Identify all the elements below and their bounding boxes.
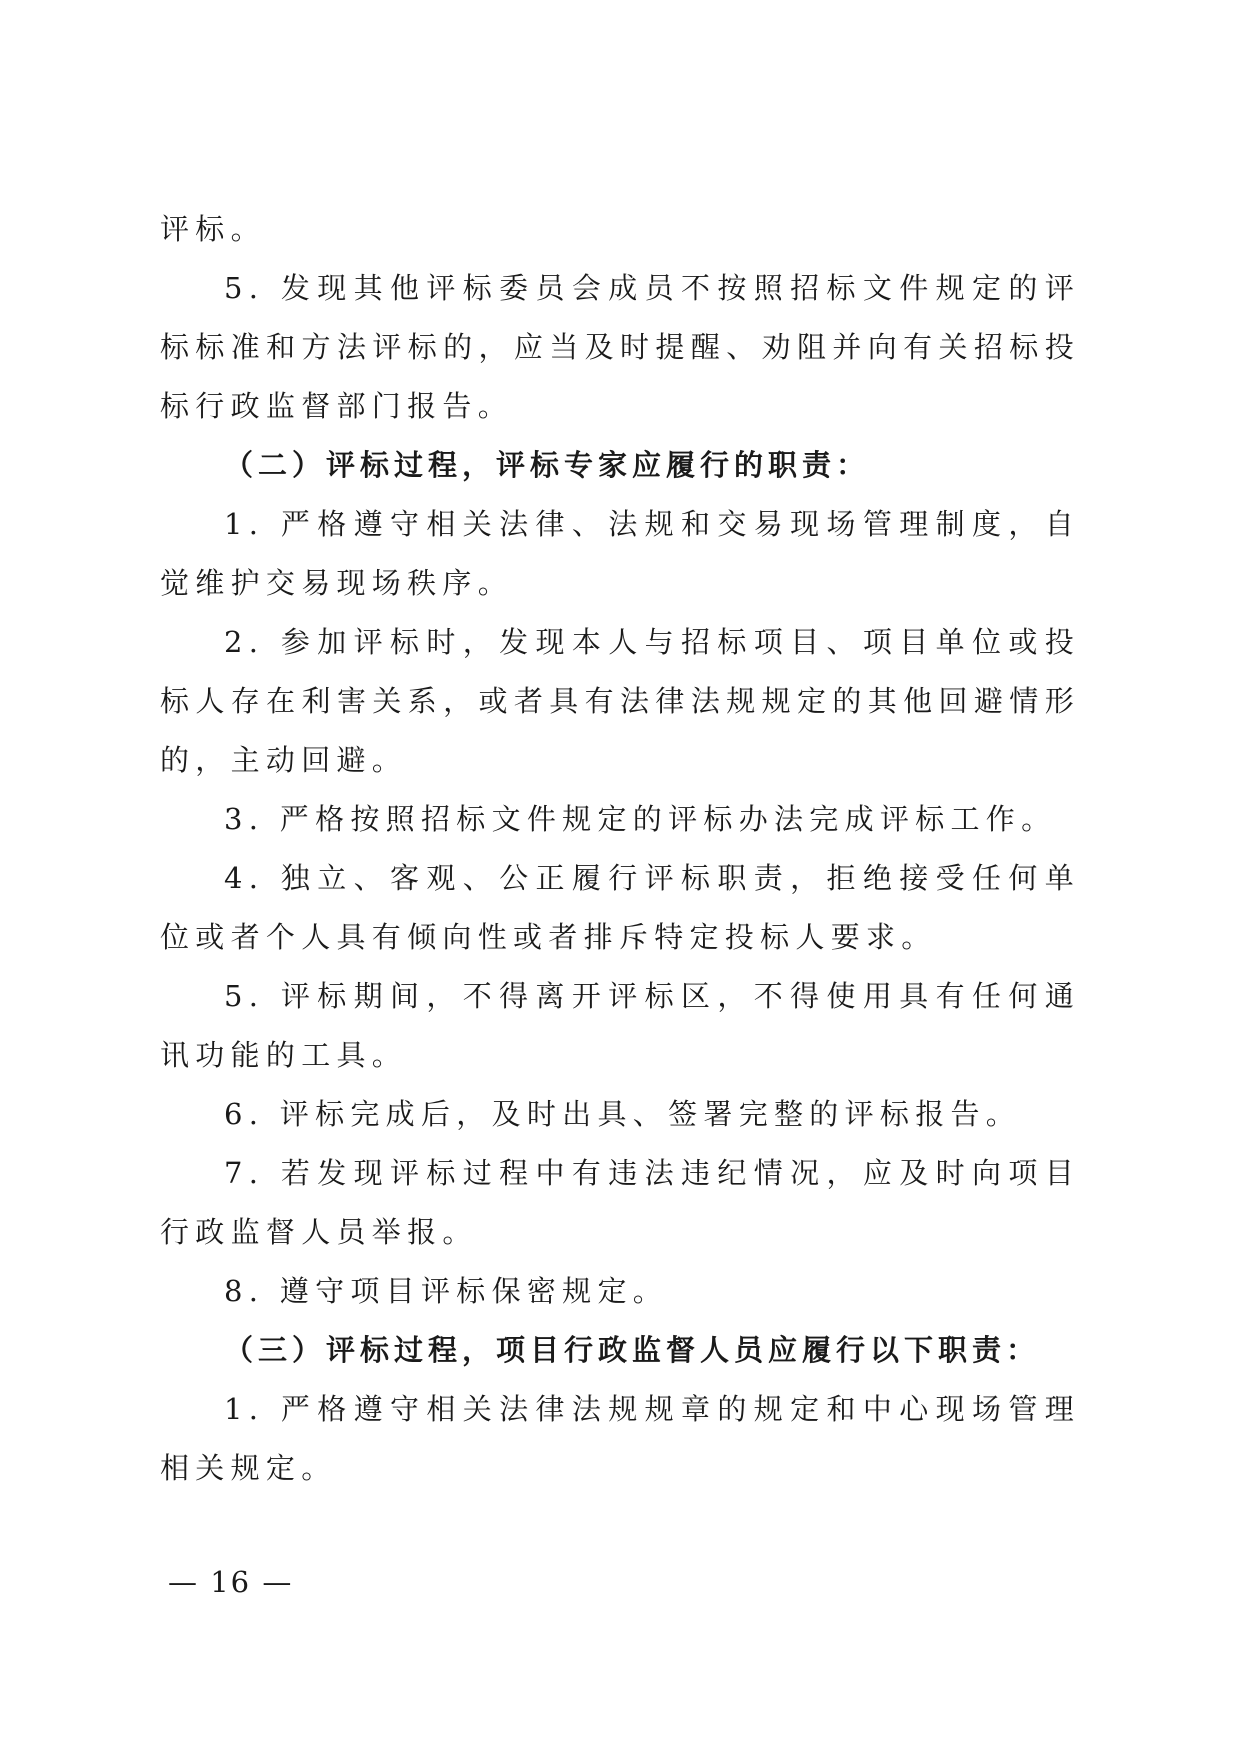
paragraph-item-7-report-misconduct: 7. 若发现评标过程中有违法违纪情况，应及时向项目行政监督人员举报。 <box>160 1156 1080 1249</box>
paragraph-item-6-sign-report: 6. 评标完成后，及时出具、签署完整的评标报告。 <box>224 1097 1022 1131</box>
paragraph-item-1-supervisor-comply: 1. 严格遵守相关法律法规规章的规定和中心现场管理相关规定。 <box>160 1392 1080 1485</box>
body-text <box>160 200 1080 1498</box>
paragraph-item-2-recusal: 2. 参加评标时，发现本人与招标项目、项目单位或投标人存在利害关系，或者具有法律法规规定的其他回避情形的，主动回避。 <box>160 625 1080 777</box>
section-heading-expert-duties: （二）评标过程，评标专家应履行的职责： <box>224 448 871 482</box>
paragraph-continuation: 评标。 <box>160 212 266 246</box>
section-heading-supervisor-duties: （三）评标过程，项目行政监督人员应履行以下职责： <box>224 1333 1041 1367</box>
paragraph-item-8-confidentiality: 8. 遵守项目评标保密规定。 <box>224 1274 669 1308</box>
paragraph-item-5-report-violations: 5. 发现其他评标委员会成员不按照招标文件规定的评标标准和方法评标的，应当及时提醒、劝阻并向有关招标投标行政监督部门报告。 <box>160 271 1080 423</box>
paragraph-item-3-evaluation-method: 3. 严格按照招标文件规定的评标办法完成评标工作。 <box>224 802 1057 836</box>
page-number: — 16 — <box>168 1565 294 1599</box>
paragraph-item-5-no-leaving: 5. 评标期间，不得离开评标区，不得使用具有任何通讯功能的工具。 <box>160 979 1080 1072</box>
paragraph-item-4-impartiality: 4. 独立、客观、公正履行评标职责，拒绝接受任何单位或者个人具有倾向性或者排斥特定投标人要求。 <box>160 861 1080 954</box>
paragraph-item-1-comply-laws: 1. 严格遵守相关法律、法规和交易现场管理制度，自觉维护交易现场秩序。 <box>160 507 1080 600</box>
